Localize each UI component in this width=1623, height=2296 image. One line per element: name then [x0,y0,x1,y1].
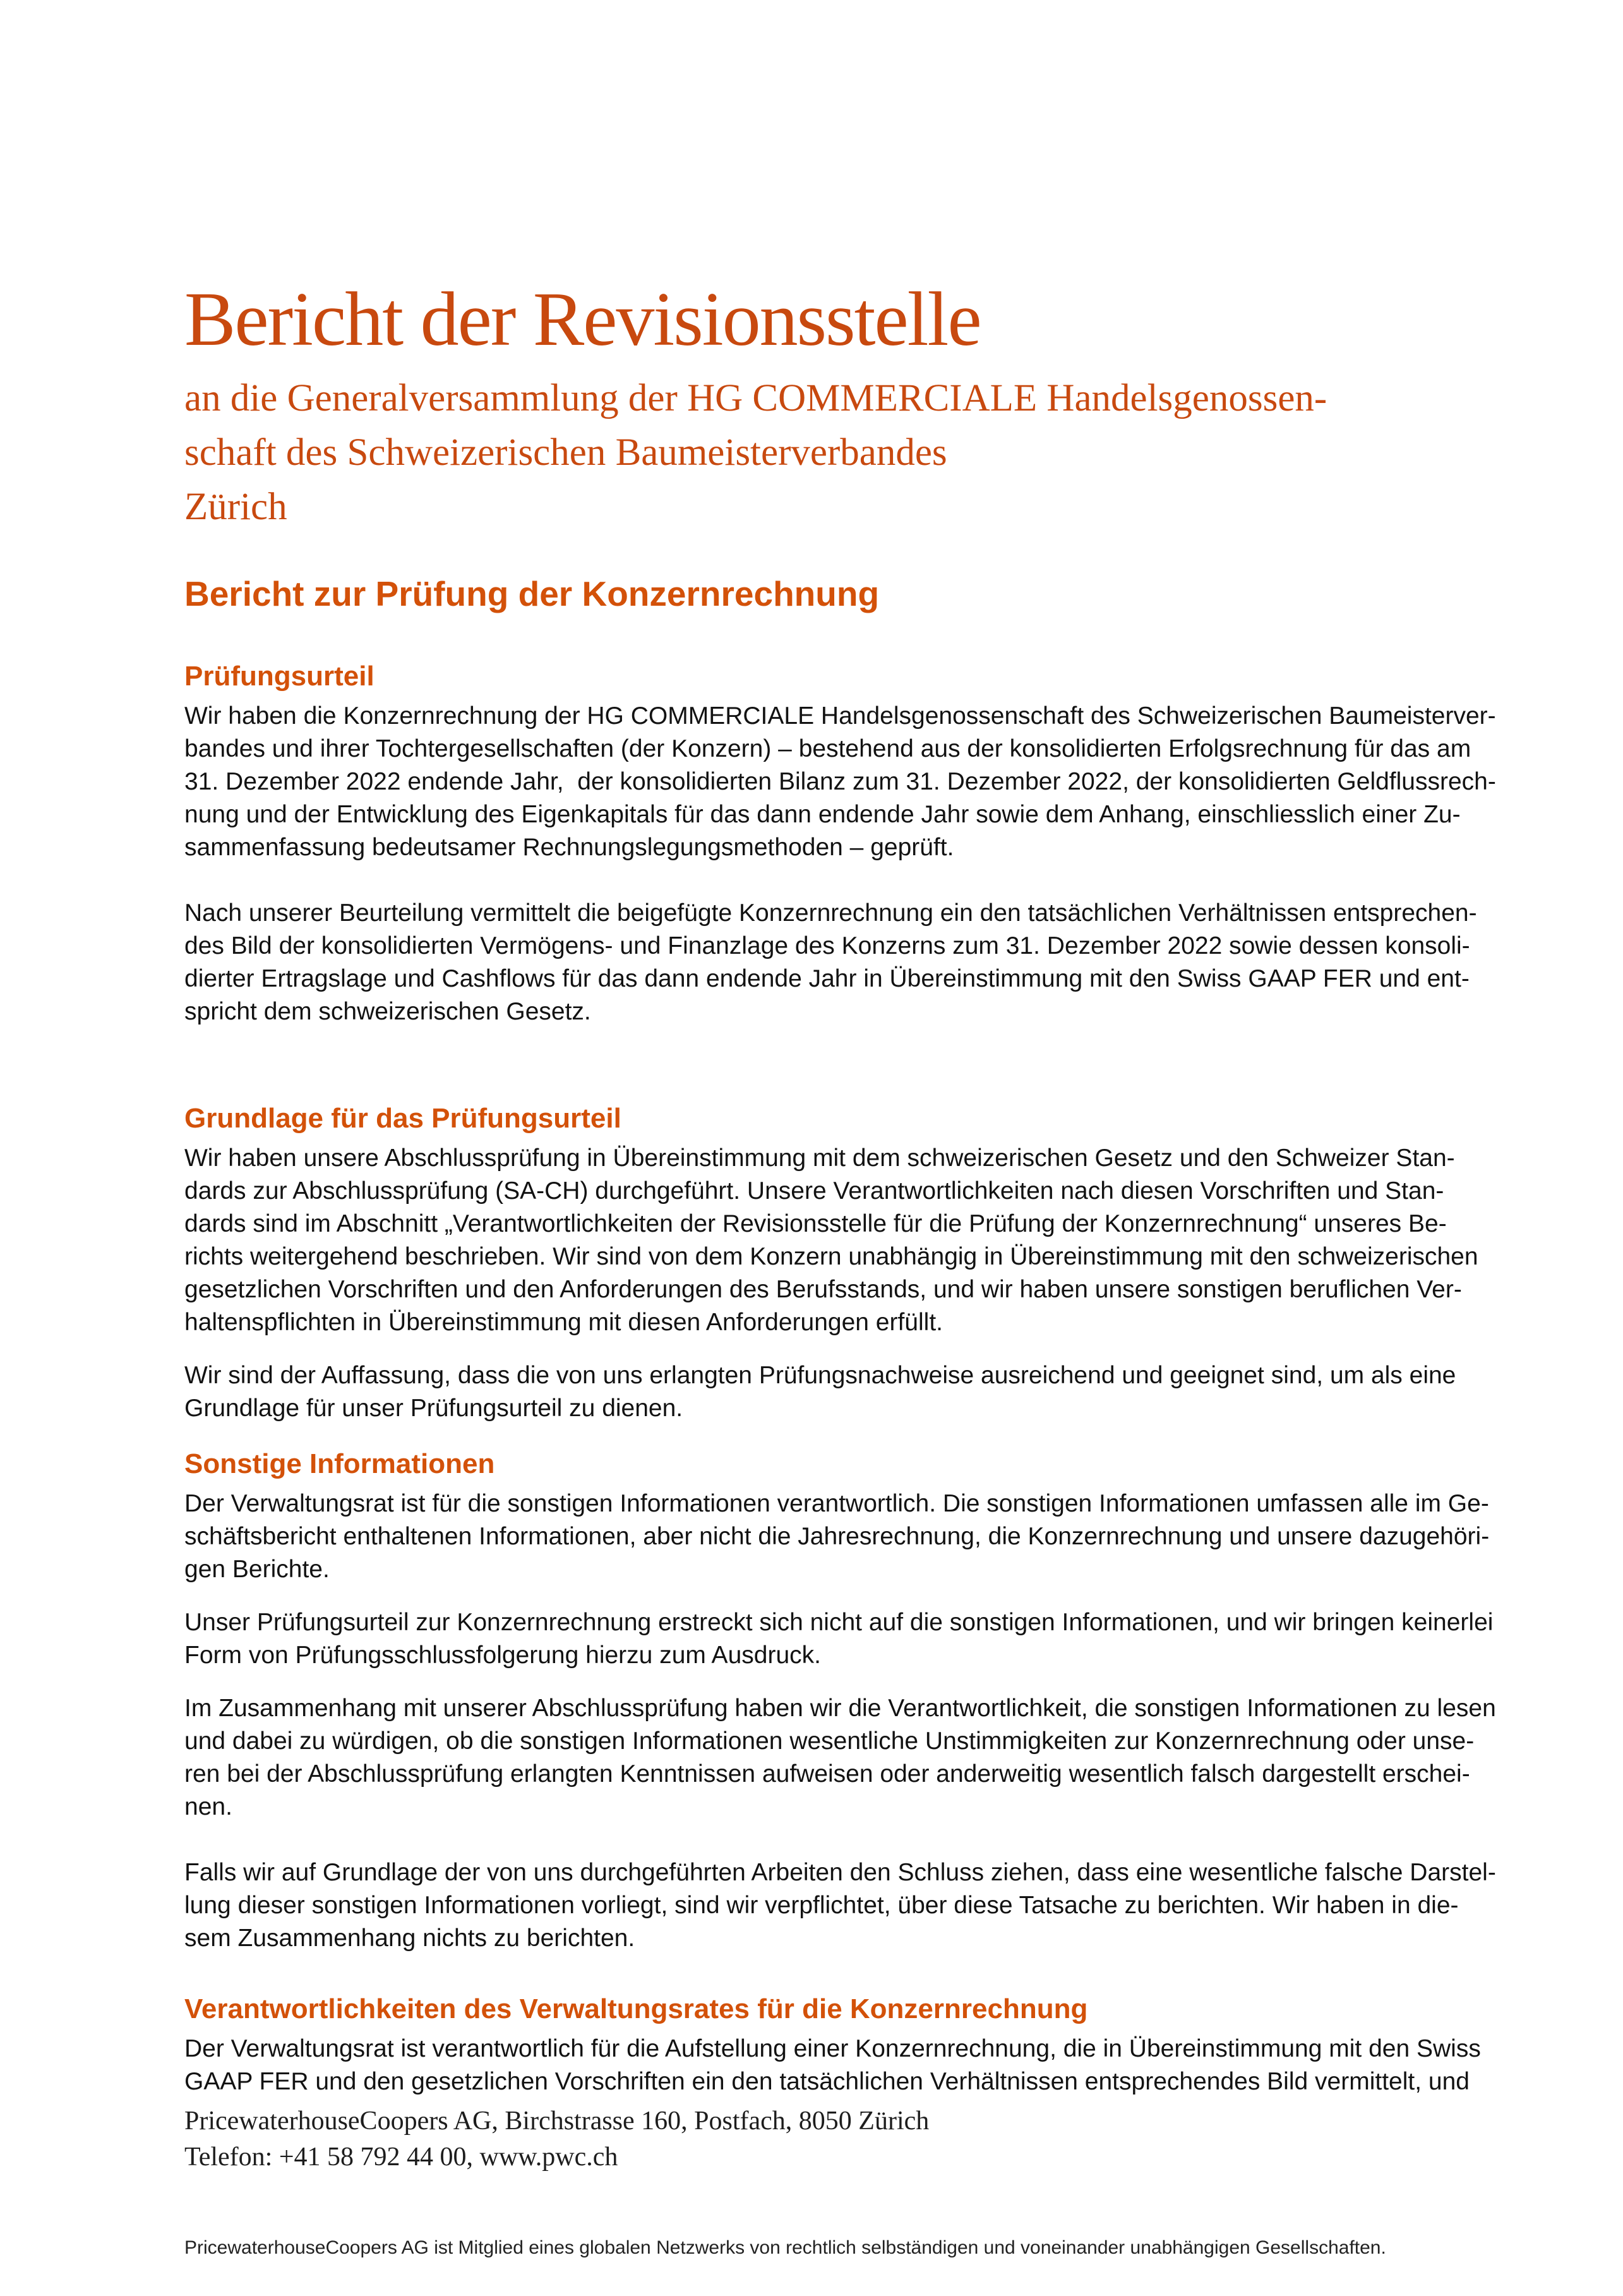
paragraph [184,1606,1494,1672]
text-line: spricht dem schweizerischen Gesetz. [184,998,591,1025]
text-line: Der Verwaltungsrat ist für die sonstigen Informationen verantwortlich. Die sonstigen Informationen umfassen alle im Ge- [184,1490,1489,1517]
text-line: haltenspflichten in Übereinstimmung mit diesen Anforderungen erfüllt. [184,1309,943,1336]
section-heading-sonstige-informationen: Sonstige Informationen [184,1448,495,1479]
text-line: Wir haben unsere Abschlussprüfung in Übereinstimmung mit dem schweizerischen Gesetz und den Schweizer Stan- [184,1145,1455,1172]
paragraph [184,1856,1496,1955]
text-line: PricewaterhouseCoopers AG, Birchstrasse 160, Postfach, 8050 Zürich [184,2107,930,2136]
text-line: dierter Ertragslage und Cashflows für das dann endende Jahr in Übereinstimmung mit den Swiss GAAP FER und ent- [184,965,1470,992]
text-line: schaft des Schweizerischen Baumeisterverbandes [184,431,947,474]
page-title: Bericht der Revisionsstelle [184,277,981,362]
text-line: GAAP FER und den gesetzlichen Vorschriften ein den tatsächlichen Verhältnissen entsprechendes Bild vermittelt, und [184,2068,1470,2095]
text-line: sem Zusammenhang nichts zu berichten. [184,1925,635,1952]
text-line: schäftsbericht enthaltenen Informationen, aber nicht die Jahresrechnung, die Konzernrechnung und unsere dazugehöri- [184,1523,1490,1550]
text-line: richts weitergehend beschrieben. Wir sind von dem Konzern unabhängig in Übereinstimmung mit den schweizerischen [184,1243,1478,1270]
text-line: Wir sind der Auffassung, dass die von uns erlangten Prüfungsnachweise ausreichend und geeignet sind, um als eine [184,1362,1456,1389]
text-line: Telefon: +41 58 792 44 00, www.pwc.ch [184,2143,618,2172]
text-line: Im Zusammenhang mit unserer Abschlussprüfung haben wir die Verantwortlichkeit, die sonstigen Informationen zu lesen [184,1695,1496,1722]
text-line: nung und der Entwicklung des Eigenkapitals für das dann endende Jahr sowie dem Anhang, einschliesslich einer Zu- [184,801,1461,828]
paragraph [184,2033,1481,2098]
text-line: Wir haben die Konzernrechnung der HG COMMERCIALE Handelsgenossenschaft des Schweizerischen Baumeisterver- [184,702,1496,730]
text-line: Unser Prüfungsurteil zur Konzernrechnung erstreckt sich nicht auf die sonstigen Informationen, und wir bringen keinerlei [184,1609,1494,1636]
text-line: gesetzlichen Vorschriften und den Anforderungen des Berufsstands, und wir haben unsere sonstigen beruflichen Ver- [184,1276,1462,1303]
text-line: bandes und ihrer Tochtergesellschaften (der Konzern) – bestehend aus der konsolidierten Erfolgsrechnung für das am [184,735,1471,762]
text-line: lung dieser sonstigen Informationen vorliegt, sind wir verpflichtet, über diese Tatsache zu berichten. Wir haben in die- [184,1892,1459,1919]
text-line: des Bild der konsolidierten Vermögens- und Finanzlage des Konzerns zum 31. Dezember 2022 sowie dessen konsoli- [184,932,1470,959]
text-line: sammenfassung bedeutsamer Rechnungslegungsmethoden – geprüft. [184,834,954,861]
legal-footnote: PricewaterhouseCoopers AG ist Mitglied eines globalen Netzwerks von rechtlich selbständigen und voneinander unabhängigen Gesellschaften. [184,2237,1386,2258]
city-label: Zürich [184,486,287,528]
page-subtitle [184,371,1466,480]
text-line: Form von Prüfungsschlussfolgerung hierzu zum Ausdruck. [184,1642,821,1669]
paragraph [184,700,1496,864]
text-line: an die Generalversammlung der HG COMMERCIALE Handelsgenossen- [184,377,1327,419]
paragraph [184,1692,1496,1824]
paragraph [184,897,1477,1028]
text-line: nen. [184,1793,232,1820]
paragraph [184,1359,1466,1425]
text-line: Der Verwaltungsrat ist verantwortlich für die Aufstellung einer Konzernrechnung, die in Übereinstimmung mit den Swiss [184,2035,1481,2062]
paragraph [184,1142,1478,1339]
text-line: dards sind im Abschnitt „Verantwortlichkeiten der Revisionsstelle für die Prüfung der Konzernrechnung“ unseres Be- [184,1210,1447,1237]
text-line: Falls wir auf Grundlage der von uns durchgeführten Arbeiten den Schluss ziehen, dass eine wesentliche falsche Darstel- [184,1859,1496,1886]
company-address [184,2103,1466,2175]
text-line: Nach unserer Beurteilung vermittelt die beigefügte Konzernrechnung ein den tatsächlichen Verhältnissen entsprechen- [184,899,1477,927]
text-line: 31. Dezember 2022 endende Jahr, der konsolidierten Bilanz zum 31. Dezember 2022, der konsolidierten Geldflussrech- [184,768,1496,795]
text-line: und dabei zu würdigen, ob die sonstigen Informationen wesentliche Unstimmigkeiten zur Konzernrechnung oder unse- [184,1728,1475,1755]
text-line: ren bei der Abschlussprüfung erlangten Kenntnissen aufweisen oder anderweitig wesentlich falsch dargestellt erschei- [184,1760,1470,1788]
report-main-heading: Bericht zur Prüfung der Konzernrechnung [184,574,880,613]
section-heading-pruefungsurteil: Prüfungsurteil [184,661,374,692]
text-line: gen Berichte. [184,1556,330,1583]
section-heading-verantwortlichkeiten-verwaltungsrat: Verantwortlichkeiten des Verwaltungsrates für die Konzernrechnung [184,1993,1088,2024]
paragraph [184,1488,1490,1586]
section-heading-grundlage: Grundlage für das Prüfungsurteil [184,1103,621,1134]
text-line: dards zur Abschlussprüfung (SA-CH) durchgeführt. Unsere Verantwortlichkeiten nach diesen Vorschriften und Stan- [184,1177,1444,1205]
text-line: Grundlage für unser Prüfungsurteil zu dienen. [184,1395,683,1422]
